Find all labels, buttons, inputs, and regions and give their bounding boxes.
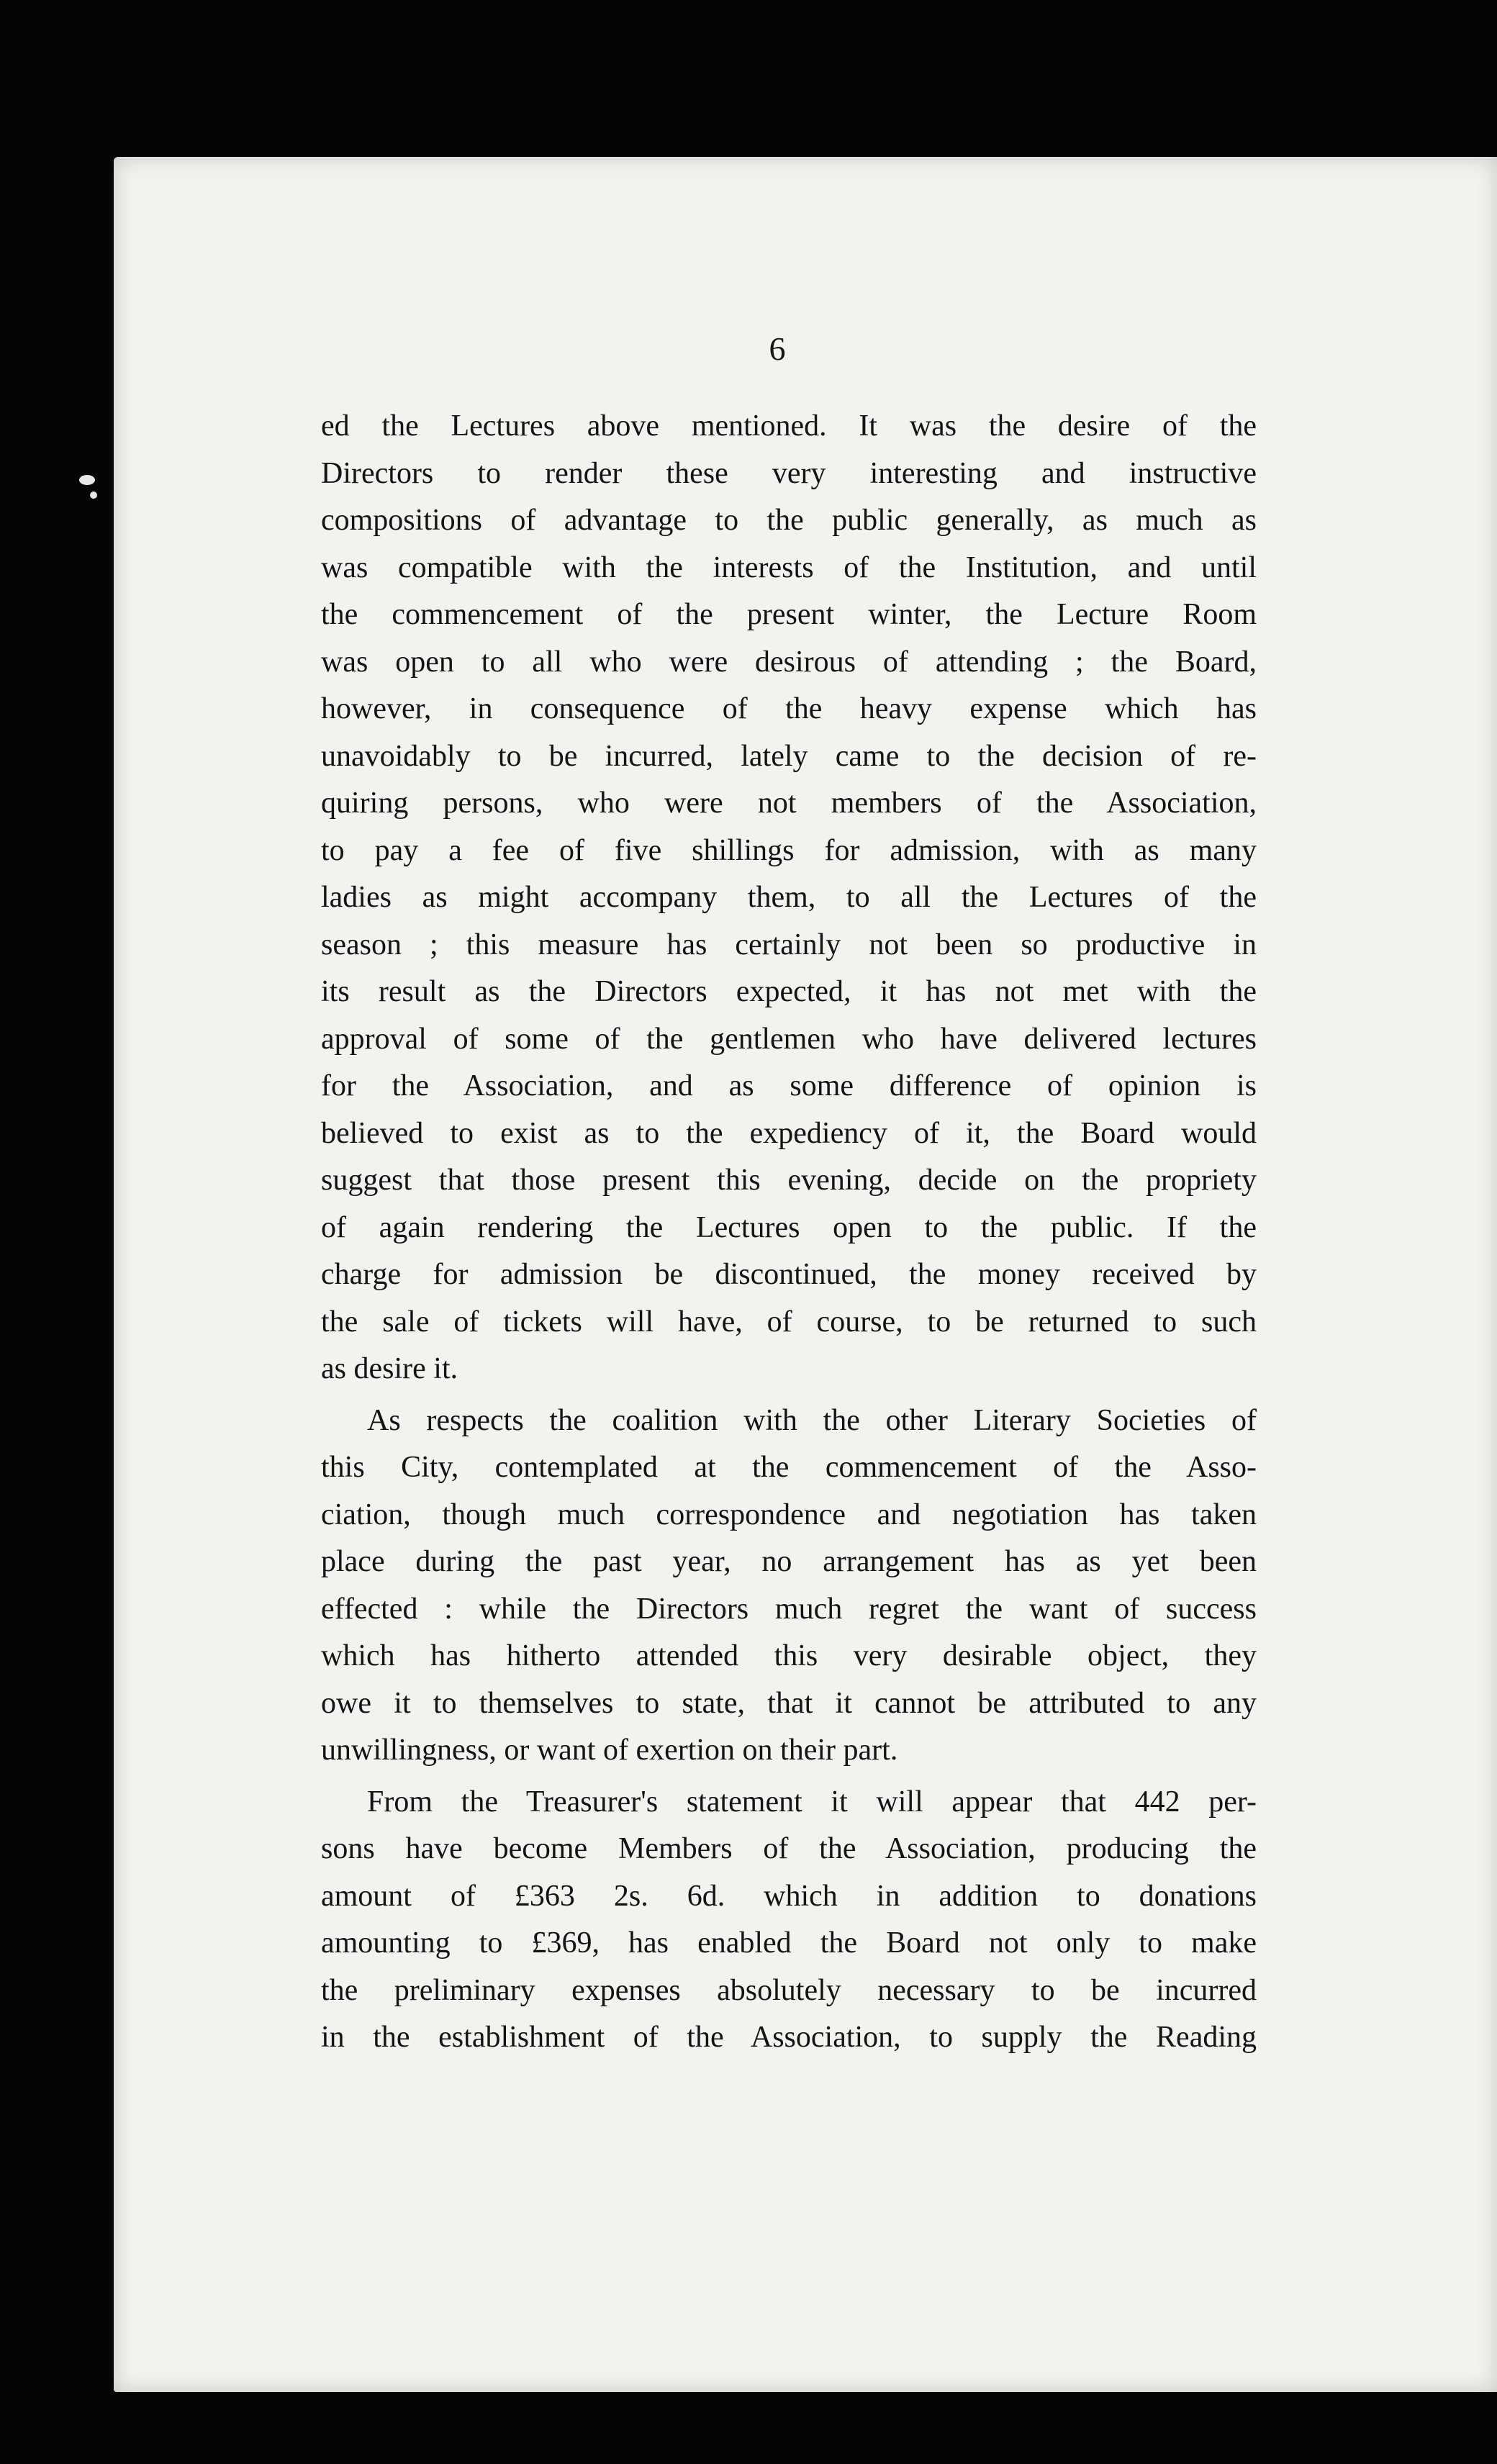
text-line: sons have become Members of the Association, producing the [321,1832,1257,1865]
text-line: place during the past year, no arrangement has as yet been [321,1545,1257,1578]
text-line: which has hitherto attended this very desirable object, they [321,1639,1257,1672]
text-line: suggest that those present this evening, decide on the propriety [321,1164,1257,1197]
text-line: was open to all who were desirous of attending ; the Board, [321,645,1257,679]
text-line: its result as the Directors expected, it has not met with the [321,975,1257,1008]
text-line: the preliminary expenses absolutely necessary to be incurred [321,1973,1257,2007]
text-line: ladies as might accompany them, to all the Lectures of the [321,881,1257,914]
text-line: in the establishment of the Association, to supply the Reading [321,2021,1257,2054]
text-line: unwillingness, or want of exertion on their part. [321,1734,898,1767]
text-line: quiring persons, who were not members of the Association, [321,787,1257,820]
text-line: amounting to £369, has enabled the Board not only to make [321,1926,1257,1960]
page-number: 6 [769,330,786,367]
paragraph [321,1779,1257,2062]
text-line: unavoidably to be incurred, lately came to the decision of re- [321,739,1257,773]
scan-speck [90,492,97,499]
text-line: the sale of tickets will have, of course, to be returned to such [321,1305,1257,1339]
text-line: amount of £363 2s. 6d. which in addition to donations [321,1879,1257,1913]
text-line: of again rendering the Lectures open to the public. If the [321,1210,1257,1244]
paragraph [321,1398,1257,1775]
text-line: effected : while the Directors much regret the want of success [321,1592,1257,1626]
text-line: approval of some of the gentlemen who have delivered lectures [321,1022,1257,1056]
text-line: As respects the coalition with the other Literary Societies of [367,1403,1257,1437]
scan-speck [79,475,95,485]
text-line: charge for admission be discontinued, the money received by [321,1258,1257,1291]
text-line: From the Treasurer's statement it will appear that 442 per- [367,1785,1257,1818]
text-line: ciation, though much correspondence and negotiation has taken [321,1498,1257,1531]
text-line: however, in consequence of the heavy expense which has [321,692,1257,725]
text-line: to pay a fee of five shillings for admission, with as many [321,833,1257,867]
text-line: season ; this measure has certainly not been so productive in [321,928,1257,961]
text-line: owe it to themselves to state, that it cannot be attributed to any [321,1686,1257,1720]
paragraph [321,403,1257,1393]
text-line: as desire it. [321,1352,458,1385]
text-line: believed to exist as to the expediency of it, the Board would [321,1116,1257,1150]
body-text [321,403,1257,2062]
text-line: for the Association, and as some difference of opinion is [321,1069,1257,1102]
text-line: compositions of advantage to the public generally, as much as [321,504,1257,537]
text-line: Directors to render these very interesting and instructive [321,456,1257,490]
text-line: ed the Lectures above mentioned. It was the desire of the [321,409,1257,443]
text-line: this City, contemplated at the commencement of the Asso- [321,1451,1257,1484]
text-line: the commencement of the present winter, the Lecture Room [321,598,1257,631]
text-line: was compatible with the interests of the Institution, and until [321,551,1257,584]
